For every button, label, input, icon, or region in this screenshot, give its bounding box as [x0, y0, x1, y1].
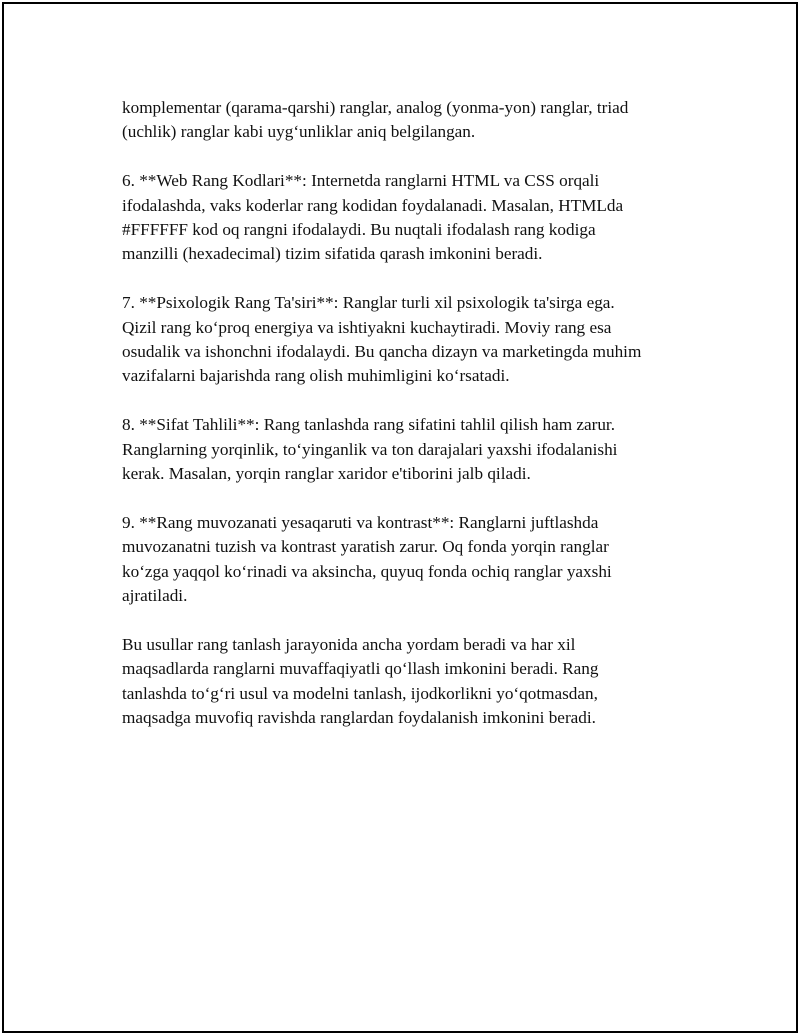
paragraph-quality-analysis: 8. **Sifat Tahlili**: Rang tanlashda rang sifatini tahlil qilish ham zarur. Ranglarning yorqinlik, to‘yinganlik va ton darajalari yaxshi ifodalanishi kerak. Masalan, yorqin ranglar xaridor e'tiborini jalb qiladi.	[122, 415, 618, 484]
paragraph-balance-contrast: 9. **Rang muvozanati yesaqaruti va kontrast**: Ranglarni juftlashda muvozanatni tuzish va kontrast yaratish zarur. Oq fonda yorqin ranglar ko‘zga yaqqol ko‘rinadi va aksincha, quyuq fonda ochiq ranglar yaxshi ajratiladi.	[122, 512, 612, 606]
paragraph-color-harmonies: komplementar (qarama-qarshi) ranglar, analog (yonma-yon) ranglar, triad (uchlik) ranglar kabi uyg‘unliklar aniq belgilangan.	[122, 98, 629, 142]
paragraph-psychological-effect: 7. **Psixologik Rang Ta'siri**: Ranglar turli xil psixologik ta'sirga ega. Qizil rang ko‘proq energiya va ishtiyakni kuchaytiradi. Moviy rang esa osudalik va ishonchni ifodalaydi. Bu qancha dizayn va marketingda muhim vazifalarni bajarishda rang olish muhimligini ko‘rsatadi.	[122, 293, 642, 386]
document-body	[122, 96, 692, 755]
paragraph-conclusion: Bu usullar rang tanlash jarayonida ancha yordam beradi va har xil maqsadlarda ranglarni muvaffaqiyatli qo‘llash imkonini beradi. Rang tanlashda to‘g‘ri usul va modelni tanlash, ijodkorlikni yo‘qotmasdan, maqsadga muvofiq ravishda ranglardan foydalanish imkonini beradi.	[122, 634, 599, 728]
document-page	[2, 2, 798, 1033]
paragraph-web-color-codes: 6. **Web Rang Kodlari**: Internetda ranglarni HTML va CSS orqali ifodalashda, vaks koderlar rang kodidan foydalanadi. Masalan, HTMLda #FFFFFF kod oq rangni ifodalaydi. Bu nuqtali ifodalash rang kodiga manzilli (hexadecimal) tizim sifatida qarash imkonini beradi.	[122, 171, 624, 264]
